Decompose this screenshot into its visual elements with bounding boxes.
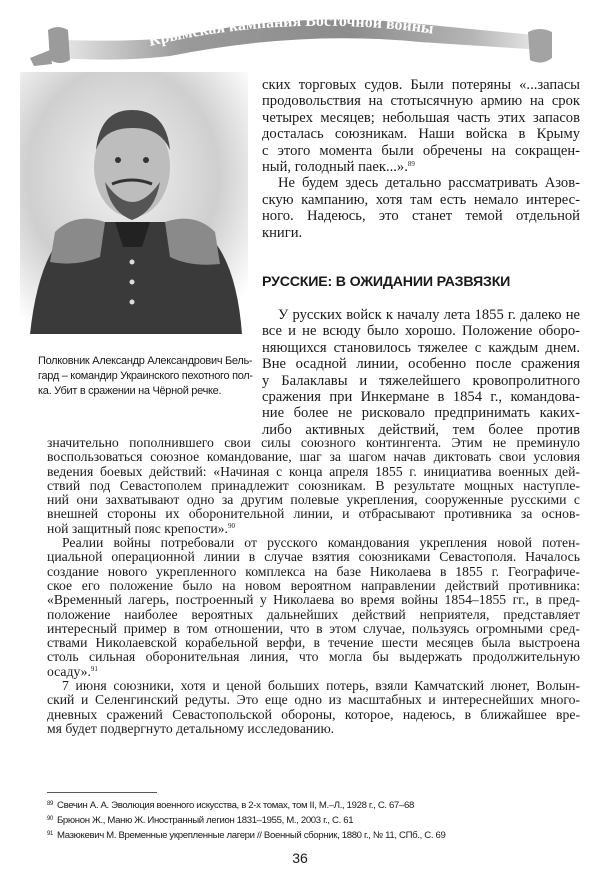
text-line — [47, 522, 580, 536]
text-line — [47, 636, 580, 650]
text-line — [47, 579, 580, 593]
footnote-number: 89 — [47, 801, 53, 807]
text-line: «Временный лагерь, построенный у Николаева во время войны 1854–1855 гг., в пред- — [47, 592, 580, 608]
text-line: осаду». — [47, 663, 91, 679]
text-line: Не будем здесь детально рассматривать Азов- — [278, 175, 580, 192]
footnote-ref[interactable]: 91 — [90, 664, 98, 673]
text-line — [262, 175, 580, 191]
text-line: ских торговых судов. Были потеряны «...запасы — [262, 77, 580, 93]
text-line — [262, 373, 580, 389]
text-line: столь сильная оборонительная линия, что могла бы выдержать продолжительную — [47, 649, 580, 665]
text-line — [47, 507, 580, 521]
portrait-engraving — [20, 72, 248, 334]
text-line — [262, 143, 580, 159]
footnote-text: Свечин А. А. Эволюция военного искусства, в 2-х томах, том II, М.–Л., 1928 г., С. 67–68 — [56, 800, 414, 811]
text-line — [47, 550, 580, 564]
text-line: с этого момента были обречены на сокращен- — [262, 142, 580, 159]
page-number: 36 — [292, 850, 308, 866]
text-line — [262, 356, 580, 372]
text-line: сражения при Инкермане в 1854 г., командова- — [262, 389, 580, 406]
footnote — [47, 830, 445, 841]
text-line — [47, 665, 580, 679]
text-line: циальной операционной линии в случае взятия союзниками Севастополя. Началось — [47, 549, 580, 565]
text-line: Полковник Александр Александрович Бель- — [38, 355, 253, 367]
text-line — [47, 565, 580, 579]
text-line: положение наиболее вероятных дальнейших действий неприятеля, представляет — [47, 606, 580, 622]
caption-line — [38, 384, 230, 399]
footnote — [47, 815, 353, 826]
caption-line — [38, 354, 253, 369]
text-line: воспользоваться союзное командование, шаг за шагом начав диктовать свои условия — [47, 449, 580, 465]
text-line: ный, голодный паек...». — [262, 159, 408, 176]
text-line: ствий под Севастополем принадлежит союзникам. В результате мощных наступле- — [47, 477, 580, 493]
text-line: четырех месяцев; небольшая часть этих запасов — [262, 109, 580, 126]
footnote-text: Мазюкевич М. Временные укрепленные лагери // Военный сборник, 1880 г., № 11, СПб., С. 69 — [56, 830, 446, 841]
footnote-ref[interactable]: 89 — [407, 160, 415, 169]
text-line — [47, 679, 580, 693]
text-line: все и не всюду было хорошо. Положение оборо- — [262, 323, 580, 340]
text-line: создание нового укрепленного комплекса на базе Николаева в 1855 г. Географиче- — [47, 563, 580, 579]
text-line — [47, 693, 580, 707]
text-line — [47, 465, 580, 479]
footnote-divider — [47, 792, 157, 793]
text-line — [262, 110, 580, 126]
text-line — [47, 608, 580, 622]
text-line — [262, 405, 580, 421]
text-line: ний они захватывают одно за другим полевые укрепления, сооруженные русскими с — [47, 492, 580, 508]
text-line — [47, 536, 580, 550]
footnote-number: 91 — [47, 831, 53, 837]
footnote — [47, 800, 414, 811]
text-line — [262, 389, 580, 405]
ribbon-right-curl — [528, 29, 552, 63]
text-line — [262, 340, 580, 356]
text-line — [47, 708, 580, 722]
text-line: книги. — [262, 224, 303, 241]
chapter-banner — [0, 0, 600, 70]
text-line: либо активных действий, тем более против — [262, 421, 580, 438]
body-text — [47, 436, 580, 736]
text-line: Вне осадной линии, особенно после сражения — [262, 356, 580, 373]
portrait-caption — [38, 354, 253, 399]
text-line — [262, 208, 580, 224]
text-line: ское его положение было на новом вероятном направлении действий противника: — [47, 577, 580, 593]
text-line — [262, 307, 580, 323]
text-line — [262, 225, 580, 241]
text-line — [262, 323, 580, 339]
text-line: продовольствия на стотысячную армию на срок — [262, 93, 580, 110]
text-line: Реалии войны потребовали от русского командования укрепления новой потен- — [62, 535, 580, 551]
text-line: скую кампанию, хотя там есть немало интерес- — [262, 191, 580, 208]
text-line: внешней стороны их оборонительной линии, и отбрасывают противника за основ- — [47, 506, 580, 522]
section-heading: РУССКИЕ: В ОЖИДАНИИ РАЗВЯЗКИ — [262, 274, 511, 290]
right-column-text — [262, 77, 580, 241]
text-line: 7 июня союзники, хотя и ценой больших потерь, взяли Камчатский люнет, Волын- — [62, 678, 580, 694]
text-line — [262, 77, 580, 93]
text-line: мя будет подвергнуто детальному исследованию. — [47, 720, 335, 736]
caption-line — [38, 369, 253, 384]
text-line — [262, 126, 580, 142]
text-line: досталась союзникам. Наши войска в Крыму — [262, 126, 580, 143]
text-line — [47, 479, 580, 493]
footnote-ref[interactable]: 90 — [227, 521, 235, 530]
text-line — [47, 650, 580, 664]
banner-title: Крымская кампания Восточной войны — [147, 12, 435, 50]
text-line: ствами Николаевской корабельной верфи, в течение шести месяцев была выстроена — [47, 635, 580, 651]
text-line: ский и Селенгинский редуты. Это еще одно из масштабных и интереснейших много- — [47, 692, 580, 708]
text-line — [47, 593, 580, 607]
text-line: У русских войск к началу лета 1855 г. далеко не — [278, 307, 580, 323]
text-line: ного. Надеюсь, это станет темой отдельной — [262, 208, 580, 225]
text-line — [47, 450, 580, 464]
text-line: интересный пример в том отношении, что в этом случае, пользуясь огромными сред- — [47, 620, 580, 636]
text-line: ной защитный пояс крепости». — [47, 520, 228, 536]
text-line — [47, 436, 580, 450]
text-line: ведения боевых действий: «Начиная с конца апреля 1855 г. инициатива военных дей- — [47, 463, 580, 479]
footnote-number: 90 — [47, 816, 53, 822]
text-line: гард – командир Украинского пехотного пол- — [38, 370, 253, 382]
footnote-text: Брюнон Ж., Маню Ж. Иностранный легион 1831–1955, М., 2003 г., С. 61 — [56, 815, 354, 826]
text-line — [262, 93, 580, 109]
text-line: дневных сражений Севастопольской обороны, которое, надеюсь, в ближайшее вре- — [47, 706, 580, 722]
text-line: няющихся становилось тяжелее с каждым днем. — [262, 339, 580, 356]
text-line: ние более не рисковало предпринимать каких- — [262, 405, 580, 422]
section-intro-text — [262, 307, 580, 438]
text-line — [47, 493, 580, 507]
text-line: у Балаклавы и тяжелейшего кровопролитного — [262, 372, 580, 389]
text-line: значительно пополнившего свои силы союзного контингента. Этим не преминуло — [47, 435, 580, 450]
text-line — [47, 622, 580, 636]
ribbon-left-curl — [30, 27, 70, 66]
text-line — [47, 722, 580, 736]
text-line — [262, 159, 580, 175]
text-line: ка. Убит в сражении на Чёрной речке. — [38, 385, 222, 397]
text-line — [262, 192, 580, 208]
